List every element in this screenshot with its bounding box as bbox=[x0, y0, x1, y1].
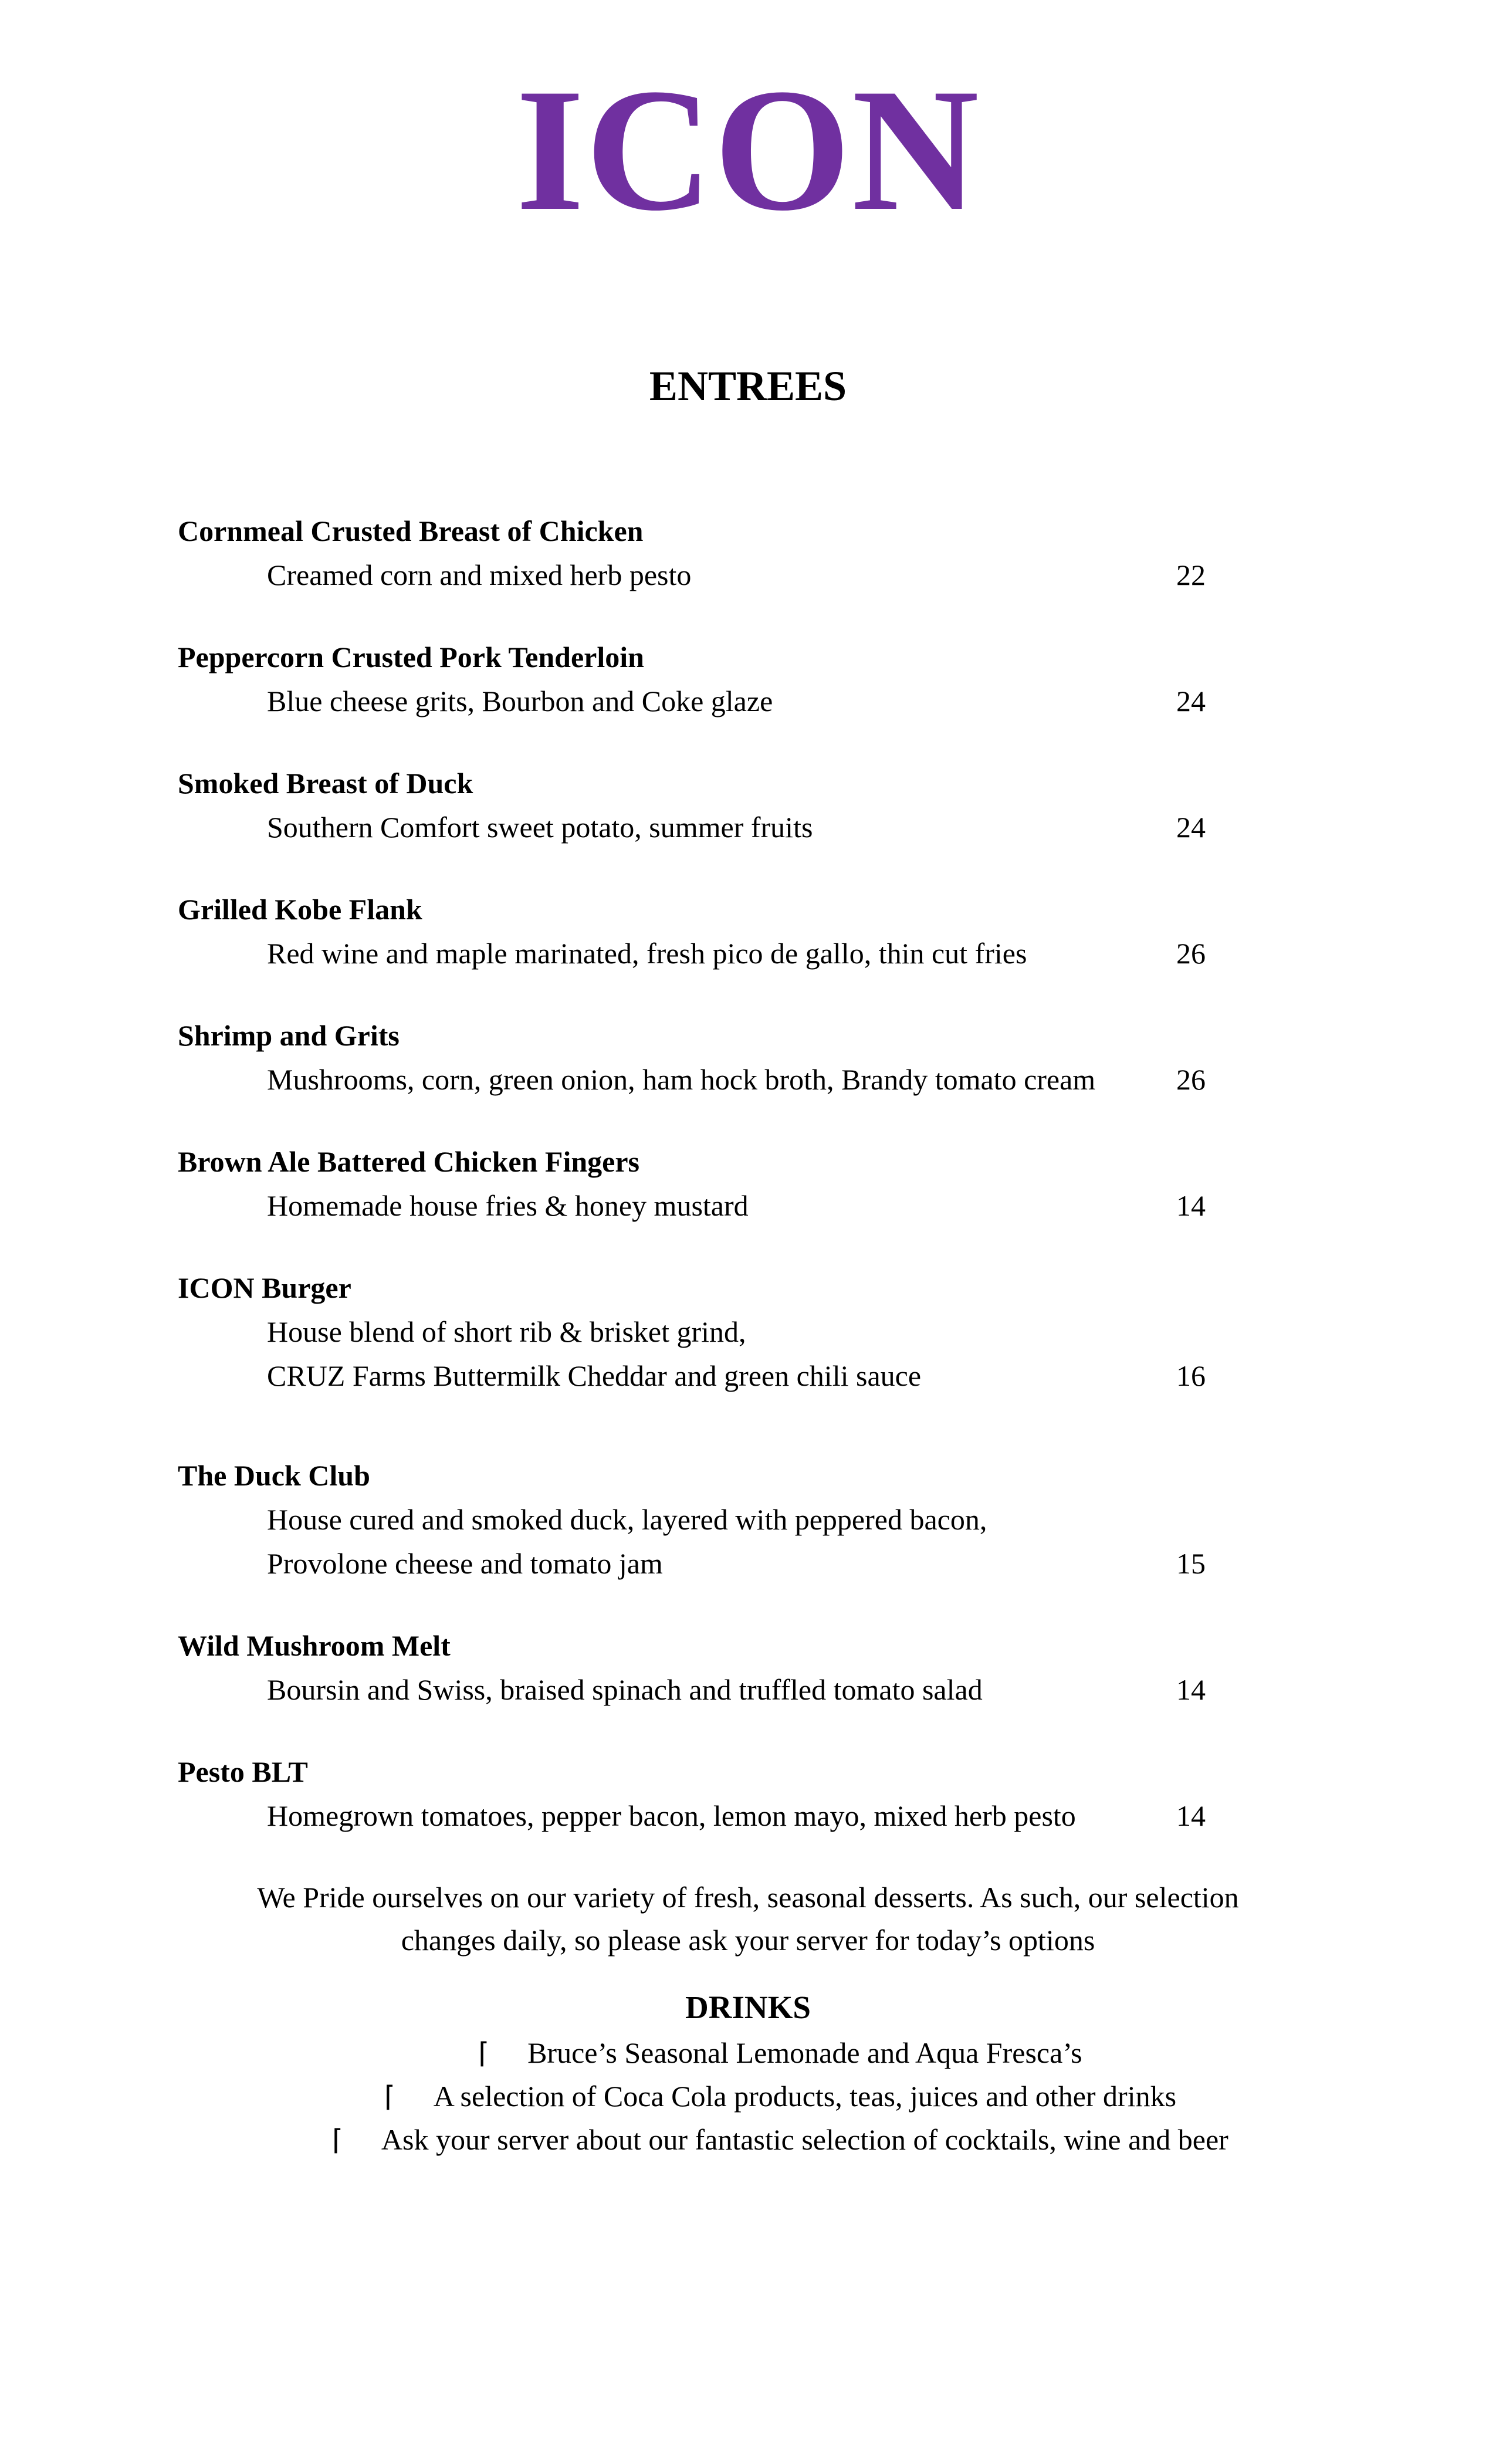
desserts-note-line: We Pride ourselves on our variety of fresh, seasonal desserts. As such, our selection bbox=[257, 1881, 1239, 1914]
menu-item bbox=[178, 888, 1206, 976]
menu-item-desc-row bbox=[178, 1354, 1206, 1398]
menu-item bbox=[178, 1750, 1206, 1838]
menu-item-description: House blend of short rib & brisket grind, bbox=[267, 1315, 746, 1348]
menu-item-description: Mushrooms, corn, green onion, ham hock broth, Brandy tomato cream bbox=[267, 1063, 1096, 1096]
menu-item-desc-row bbox=[178, 805, 1206, 849]
menu-item-description: CRUZ Farms Buttermilk Cheddar and green chili sauce bbox=[267, 1359, 922, 1392]
menu-item-desc-row bbox=[178, 1184, 1206, 1228]
menu-item-name: Shrimp and Grits bbox=[178, 1019, 400, 1052]
menu-item-price: 26 bbox=[1176, 937, 1206, 970]
menu-item-description: Red wine and maple marinated, fresh pico de gallo, thin cut fries bbox=[267, 937, 1027, 970]
menu-item-desc-row bbox=[178, 1310, 1206, 1354]
menu-item-lines bbox=[178, 1310, 1206, 1398]
menu-item-description: Blue cheese grits, Bourbon and Coke glaze bbox=[267, 685, 773, 717]
menu-item-desc-row bbox=[178, 1542, 1206, 1586]
menu-item-lines bbox=[178, 553, 1206, 597]
menu-item-name: Pesto BLT bbox=[178, 1755, 308, 1788]
menu-item-lines bbox=[178, 805, 1206, 849]
drink-text: Bruce’s Seasonal Lemonade and Aqua Fresca’s bbox=[527, 2036, 1082, 2069]
menu-item-lines bbox=[178, 932, 1206, 976]
restaurant-logo: ICON bbox=[516, 52, 980, 247]
menu-item-description: Homemade house fries & honey mustard bbox=[267, 1189, 749, 1222]
menu-item-description: Provolone cheese and tomato jam bbox=[267, 1547, 663, 1580]
drink-line bbox=[65, 2032, 1496, 2075]
menu-item-lines bbox=[178, 1184, 1206, 1228]
menu-item-desc-row bbox=[178, 1668, 1206, 1712]
menu-item bbox=[178, 761, 1206, 849]
menu-item-price: 14 bbox=[1176, 1799, 1206, 1832]
menu-item bbox=[178, 1014, 1206, 1102]
menu-item-desc-row bbox=[178, 1058, 1206, 1102]
menu-item bbox=[178, 1140, 1206, 1228]
menu-item-name: Grilled Kobe Flank bbox=[178, 893, 422, 926]
menu-item-lines bbox=[178, 1498, 1206, 1586]
section-title-drinks: DRINKS bbox=[685, 1989, 811, 2025]
drinks-list bbox=[0, 2032, 1496, 2162]
menu-item-lines bbox=[178, 1668, 1206, 1712]
drink-bullet-icon: ⌈ bbox=[384, 2081, 395, 2113]
menu-item-description: Creamed corn and mixed herb pesto bbox=[267, 559, 692, 591]
menu-item-price: 15 bbox=[1176, 1547, 1206, 1580]
menu-item-price: 14 bbox=[1176, 1189, 1206, 1222]
menu-item-name: ICON Burger bbox=[178, 1271, 351, 1304]
menu-item-name: Wild Mushroom Melt bbox=[178, 1629, 451, 1662]
menu-item-name: Smoked Breast of Duck bbox=[178, 767, 473, 800]
menu-item bbox=[178, 1454, 1206, 1586]
menu-item-description: Boursin and Swiss, braised spinach and truffled tomato salad bbox=[267, 1673, 983, 1706]
menu-item-name: Brown Ale Battered Chicken Fingers bbox=[178, 1145, 640, 1178]
section-title-entrees: ENTREES bbox=[649, 363, 847, 409]
menu-item-lines bbox=[178, 1058, 1206, 1102]
drink-line bbox=[65, 2075, 1496, 2118]
desserts-note-line: changes daily, so please ask your server for today’s options bbox=[401, 1924, 1095, 1957]
menu-item-description: House cured and smoked duck, layered with peppered bacon, bbox=[267, 1503, 987, 1536]
menu-item-desc-row bbox=[178, 1498, 1206, 1542]
menu-list bbox=[178, 509, 1206, 1838]
menu-item-price: 16 bbox=[1176, 1359, 1206, 1392]
menu-item-name: The Duck Club bbox=[178, 1459, 370, 1492]
menu-item bbox=[178, 509, 1206, 597]
drink-text: A selection of Coca Cola products, teas, juices and other drinks bbox=[433, 2080, 1177, 2113]
desserts-note bbox=[0, 1876, 1496, 1962]
drink-bullet-icon: ⌈ bbox=[332, 2125, 343, 2156]
menu-item bbox=[178, 1266, 1206, 1398]
menu-item-name: Peppercorn Crusted Pork Tenderloin bbox=[178, 641, 644, 673]
menu-item-name: Cornmeal Crusted Breast of Chicken bbox=[178, 515, 644, 547]
menu-item-desc-row bbox=[178, 553, 1206, 597]
menu-item-description: Homegrown tomatoes, pepper bacon, lemon mayo, mixed herb pesto bbox=[267, 1799, 1076, 1832]
menu-item bbox=[178, 635, 1206, 723]
menu-item-price: 22 bbox=[1176, 559, 1206, 591]
drink-bullet-icon: ⌈ bbox=[478, 2038, 490, 2069]
menu-item-desc-row bbox=[178, 932, 1206, 976]
menu-item-lines bbox=[178, 679, 1206, 723]
menu-item-description: Southern Comfort sweet potato, summer fruits bbox=[267, 811, 813, 844]
menu-item-price: 26 bbox=[1176, 1063, 1206, 1096]
menu-item-desc-row bbox=[178, 1794, 1206, 1838]
menu-item-lines bbox=[178, 1794, 1206, 1838]
menu-item-price: 24 bbox=[1176, 811, 1206, 844]
drink-line bbox=[65, 2118, 1496, 2162]
menu-item bbox=[178, 1624, 1206, 1712]
drink-text: Ask your server about our fantastic selection of cocktails, wine and beer bbox=[381, 2123, 1228, 2156]
menu-item-desc-row bbox=[178, 679, 1206, 723]
menu-item-price: 14 bbox=[1176, 1673, 1206, 1706]
menu-item-price: 24 bbox=[1176, 685, 1206, 717]
